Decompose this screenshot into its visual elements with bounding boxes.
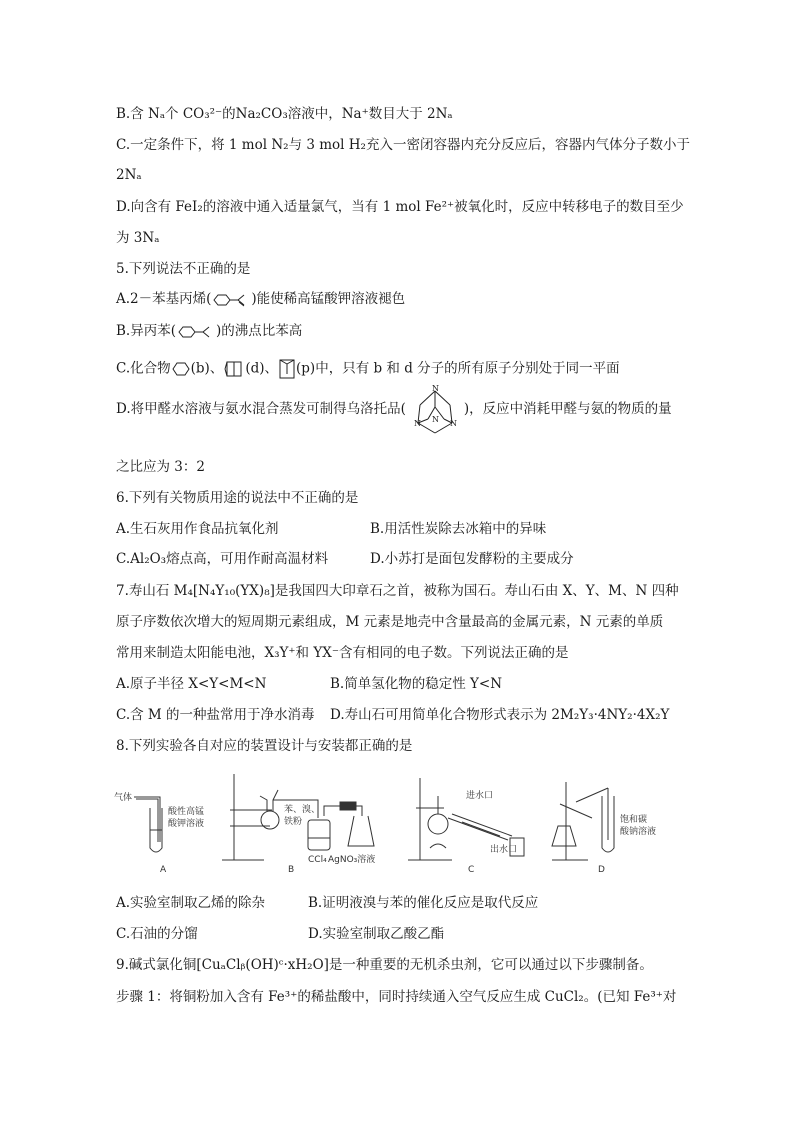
- urotropin-n-right: N: [449, 418, 457, 428]
- q9-stem: 9.碱式氯化铜[CuₐClᵦ(OH)ᶜ·xH₂O]是一种重要的无机杀虫剂，它可以通过以下步骤制备。: [116, 957, 653, 973]
- q4-option-d: D.向含有 FeI₂的溶液中通入适量氯气，当有 1 mol Fe²⁺被氧化时，反应中转移电子的数目至少: [116, 199, 684, 215]
- q5-option-a: [116, 290, 405, 308]
- q7-stem-2: 原子序数依次增大的短周期元素组成，M 元素是地壳中含量最高的金属元素，N 元素的单质: [116, 614, 664, 630]
- q5-c-text-p: (p)中，只有 b 和 d 分子的所有原子分别处于同一平面: [296, 360, 620, 377]
- q7-option-a: A.原子半径 X<Y<M<N: [116, 676, 267, 692]
- benzene-b-structure: [171, 361, 191, 377]
- q8-option-b: B.证明液溴与苯的催化反应是取代反应: [308, 895, 539, 911]
- fig-label-d: D: [598, 865, 605, 875]
- q5-b-text-2: )的沸点比苯高: [215, 323, 303, 339]
- q5-d-text-2: )，反应中消耗甲醛与氨的物质的量: [463, 401, 672, 417]
- urotropin-n-left: N: [413, 418, 421, 428]
- q5-option-c: [116, 358, 620, 380]
- fig-na2co3-label-1: 饱和碳: [620, 815, 648, 825]
- q6-stem: 6.下列有关物质用途的说法中不正确的是: [116, 490, 359, 506]
- fig-kmno4-label-2: 酸钾溶液: [168, 819, 205, 829]
- urotropin-n-center: N: [431, 414, 439, 424]
- q7-stem-3: 常用来制造太阳能电池，X₃Y⁺和 YX⁻含有相同的电子数。下列说法正确的是: [116, 645, 569, 661]
- fig-agno3-label: AgNO₃溶液: [328, 855, 376, 865]
- fig-kmno4-label-1: 酸性高锰: [168, 807, 205, 817]
- q5-c-text-1: C.化合物: [116, 360, 171, 377]
- fig-label-a: A: [160, 865, 167, 875]
- q8-apparatus-figure: [112, 768, 692, 880]
- fig-na2co3-label-2: 酸钠溶液: [620, 827, 657, 837]
- q7-option-b: B.简单氢化物的稳定性 Y<N: [330, 676, 503, 692]
- q8-option-c: C.石油的分馏: [116, 926, 198, 942]
- q6-option-c: C.Al₂O₃熔点高，可用作耐高温材料: [116, 551, 329, 567]
- phenylpropene-structure: [211, 293, 251, 307]
- q5-a-text-1: A.2－苯基丙烯(: [116, 291, 212, 307]
- q5-option-d-cont: 之比应为 3：2: [116, 459, 205, 475]
- fig-ccl4-label: CCl₄: [308, 855, 327, 865]
- q9-step-1: 步骤 1：将铜粉加入含有 Fe³⁺的稀盐酸中，同时持续通入空气反应生成 CuCl₂。(已知 Fe³⁺对: [116, 989, 677, 1005]
- q5-c-text-d: (d)、: [245, 360, 279, 377]
- q8-option-d: D.实验室制取乙酸乙酯: [308, 926, 445, 942]
- q7-stem-1: 7.寿山石 M₄[N₄Y₁₀(YX)₈]是我国四大印章石之首，被称为国石。寿山石由 X、Y、M、N 四种: [116, 583, 679, 599]
- q4-option-d-cont: 为 3Nₐ: [116, 230, 160, 246]
- q8-option-a: A.实验室制取乙烯的除杂: [116, 895, 266, 911]
- urotropin-n-top: N: [431, 383, 439, 393]
- q8-stem: 8.下列实验各自对应的装置设计与安装都正确的是: [116, 738, 413, 754]
- fig-reagents-label-1: 苯、溴、: [284, 805, 321, 815]
- urotropin-structure: [406, 381, 464, 439]
- prismane-p-structure: [278, 358, 296, 380]
- q6-option-a: A.生石灰用作食品抗氧化剂: [116, 521, 279, 537]
- q5-option-b: [116, 322, 302, 340]
- q5-option-d: [116, 383, 672, 428]
- fig-gas-label: 气体: [114, 793, 133, 803]
- cumene-structure: [176, 325, 216, 339]
- q7-option-d: D.寿山石可用简单化合物形式表示为 2M₂Y₃·4NY₂·4X₂Y: [330, 707, 670, 723]
- fig-label-b: B: [288, 865, 295, 875]
- fig-label-c: C: [468, 865, 475, 875]
- q5-a-text-2: )能使稀高锰酸钾溶液褪色: [251, 291, 406, 307]
- q6-option-d: D.小苏打是面包发酵粉的主要成分: [370, 551, 574, 567]
- q5-stem: 5.下列说法不正确的是: [116, 261, 251, 277]
- q4-option-c-cont: 2Nₐ: [116, 167, 142, 183]
- fig-reagents-label-2: 铁粉: [284, 817, 303, 827]
- fig-water-in-label: 进水口: [466, 791, 494, 801]
- q5-d-text-1: D.将甲醛水溶液与氨水混合蒸发可制得乌洛托品(: [116, 401, 406, 417]
- q6-option-b: B.用活性炭除去冰箱中的异味: [370, 521, 547, 537]
- q5-c-text-b: (b)、: [190, 360, 224, 377]
- dewar-benzene-d-structure: [223, 359, 245, 379]
- q5-b-text-1: B.异丙苯(: [116, 323, 176, 339]
- fig-water-out-label: 出水口: [490, 845, 518, 855]
- q4-option-c: C.一定条件下，将 1 mol N₂与 3 mol H₂充入一密闭容器内充分反应后，容器内气体分子数小于: [116, 137, 690, 153]
- q7-option-c: C.含 M 的一种盐常用于净水消毒: [116, 707, 315, 723]
- q4-option-b: B.含 Nₐ个 CO₃²⁻的Na₂CO₃溶液中，Na⁺数目大于 2Nₐ: [116, 106, 453, 122]
